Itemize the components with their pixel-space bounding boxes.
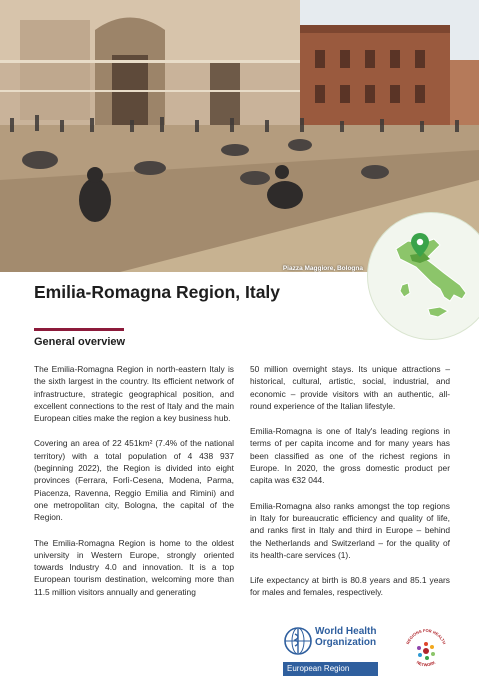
who-region-label: European Region <box>283 662 378 676</box>
paragraph: The Emilia-Romagna Region is home to the oldest university in Western Europe, strongly oriented towards Industry 4.0 and innovation. It is a top European tourism destination, welcoming more than 11.5 million visitors annually and generating <box>34 537 234 597</box>
rhn-top-text: REGIONS FOR HEALTH <box>405 627 447 645</box>
italy-map <box>367 212 479 340</box>
footer-logos <box>283 624 463 679</box>
regions-for-health-network-logo <box>400 624 452 676</box>
photo-caption: Piazza Maggiore, Bologna <box>282 265 363 272</box>
left-column <box>34 363 234 611</box>
who-line1: World Health <box>315 626 377 637</box>
italy-map-icon <box>368 213 479 339</box>
paragraph: Covering an area of 22 451km² (7.4% of the national territory) with a total population of 4 438 937 (beginning 2022), the Region is divided into eight provinces (Ferrara, Forlì-Cesena, Modena, Parma, Piacenza, Ravenna, Reggio Emilia and Rimini) and one metropolitan city, Bologna, the capital of the Region. <box>34 438 234 523</box>
paragraph: Life expectancy at birth is 80.8 years and 85.1 years for males and females, respectively. <box>250 575 450 598</box>
people-ring-icon <box>417 642 435 660</box>
paragraph: Emilia-Romagna also ranks amongst the top regions in Italy for bureaucratic efficiency and quality of life, and ranks first in Italy and third in Europe – behind the Netherlands and Switzerland – for the quality of its health-care services (1). <box>250 500 450 560</box>
paragraph: Emilia-Romagna is one of Italy's leading regions in terms of per capita income and for many years has been classified as one of the richest regions in Europe. In 2020, the gross domestic product per capita was €32 044. <box>250 426 450 486</box>
rhn-bottom-text: NETWORK <box>415 659 437 668</box>
who-logo-text <box>315 626 376 648</box>
who-emblem-icon <box>283 626 313 656</box>
paragraph: 50 million overnight stays. Its unique attractions – historical, cultural, artistic, social, industrial, and economic – provide visitors with an authentic, all-round experience of the Italian lifestyle. <box>250 364 450 411</box>
section-divider <box>34 328 124 331</box>
who-line2: Organization <box>315 637 377 648</box>
page-title: Emilia-Romagna Region, Italy <box>34 282 281 302</box>
right-column <box>250 363 450 612</box>
paragraph: The Emilia-Romagna Region in north-eastern Italy is the sixth largest in the country. Its efficient network of infrastructure, strategic geographical position, and excellent connections to the rest of Italy and the main European cities make the region a key business hub. <box>34 364 234 424</box>
section-title: General overview <box>34 336 126 348</box>
